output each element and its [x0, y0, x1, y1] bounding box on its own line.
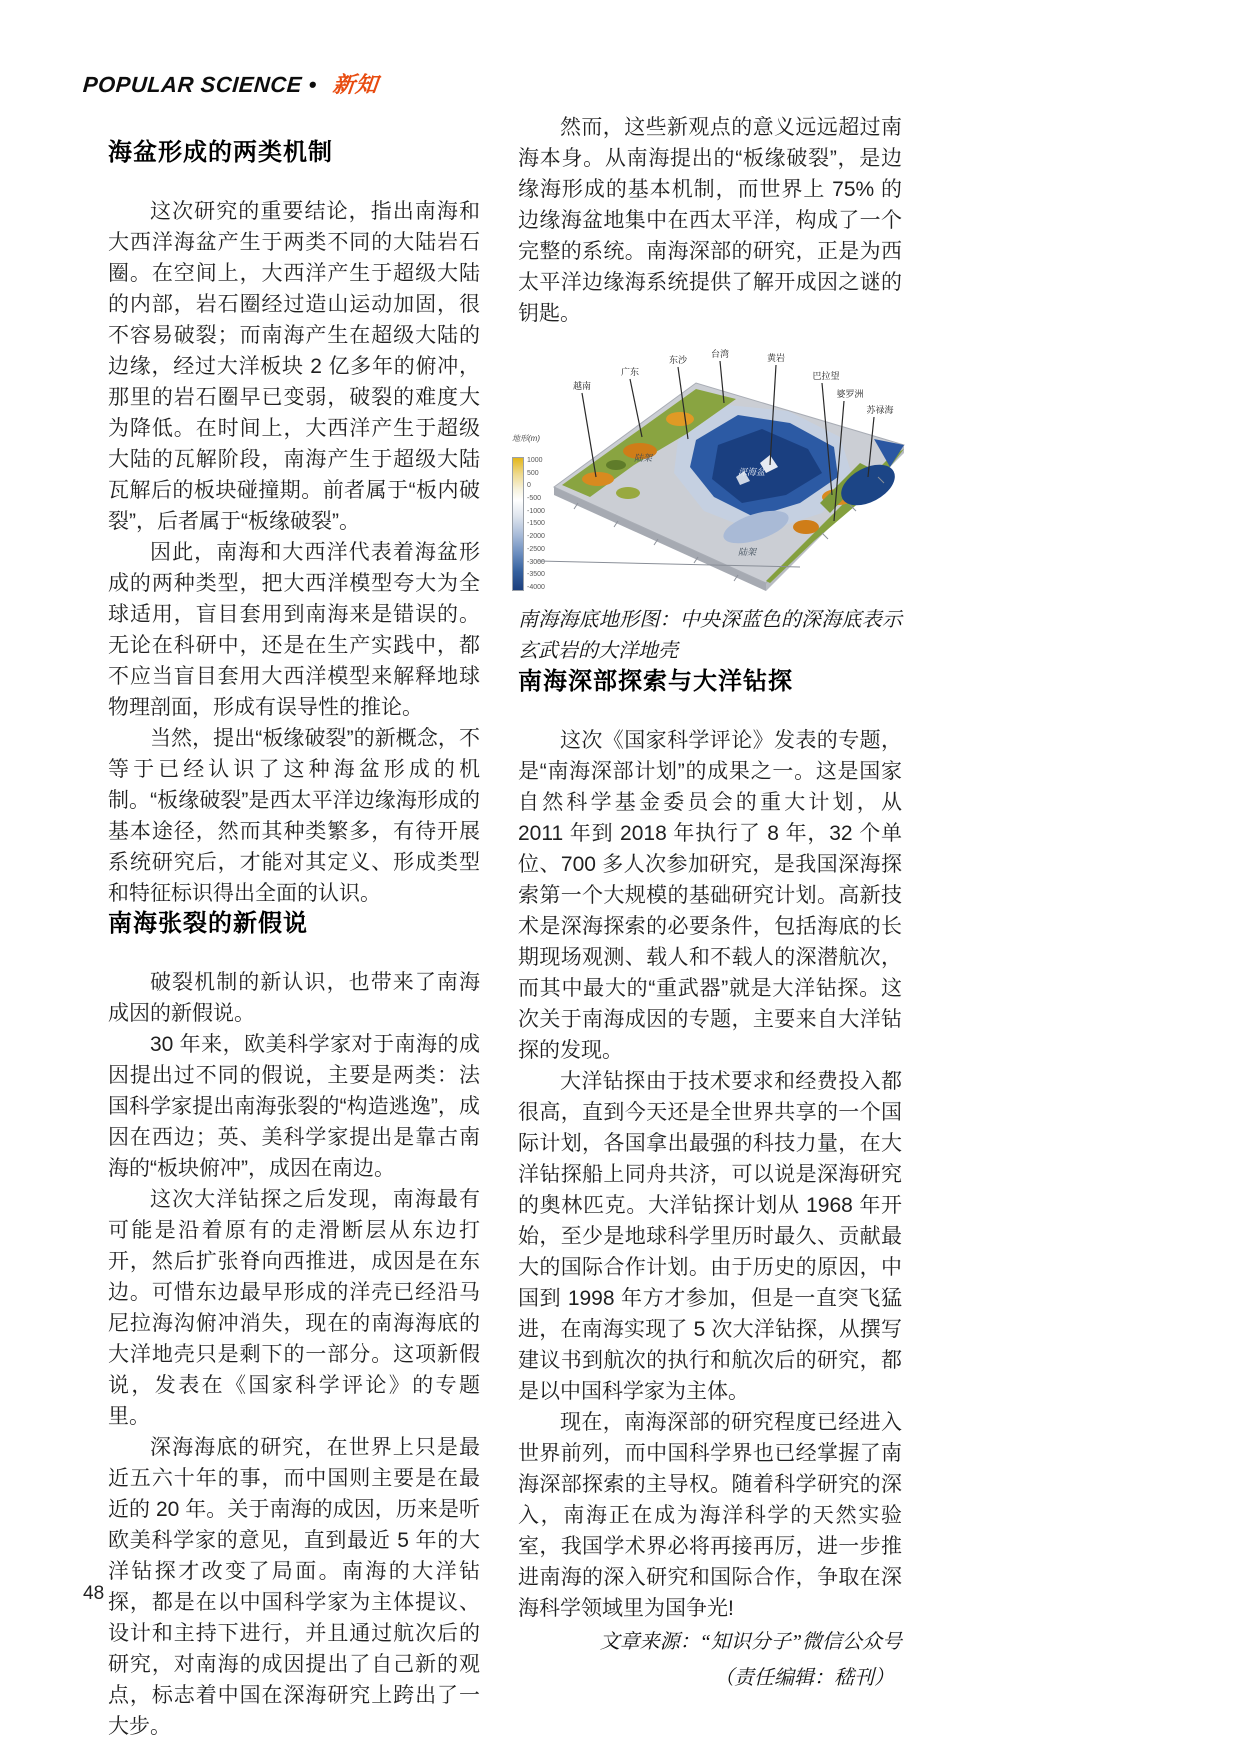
colorbar-tick: -500 — [527, 495, 542, 503]
seafloor-topography-figure — [512, 345, 912, 597]
place-label-dongsha: 东沙 — [668, 355, 688, 365]
paragraph: 破裂机制的新认识，也带来了南海成因的新假说。 — [108, 971, 480, 1025]
section-heading-new-hypothesis: 南海张裂的新假说 — [108, 910, 308, 937]
place-label-huangyan: 黄岩 — [766, 353, 786, 363]
paragraph: 30 年来，欧美科学家对于南海的成因提出过不同的假说，主要是两类：法国科学家提出南海张裂的“构造逃逸”，成因在西边；英、美科学家提出是靠古南海的“板块俯冲”，成因在南边。 — [108, 1033, 480, 1180]
place-label-taiwan: 台湾 — [710, 349, 730, 359]
section-heading-basin-mechanisms: 海盆形成的两类机制 — [108, 139, 333, 166]
right-column — [512, 112, 902, 1696]
colorbar-tick: -3500 — [527, 571, 545, 579]
colorbar-tick: -1000 — [527, 507, 545, 515]
colorbar-tick: -4000 — [527, 583, 545, 591]
colorbar-tick: -1500 — [527, 520, 545, 528]
magazine-header — [83, 68, 378, 99]
paragraph: 当然，提出“板缘破裂”的新概念，不等于已经认识了这种海盆形成的机制。“板缘破裂”是西太平洋边缘海形成的基本途径，然而其种类繁多，有待开展系统研究后，才能对其定义、形成类型和特征标识得出全面的认识。 — [108, 727, 480, 905]
place-label-vietnam: 越南 — [572, 381, 592, 391]
paragraph: 现在，南海深部的研究程度已经进入世界前列，而中国科学界也已经掌握了南海深部探索的主导权。随着科学研究的深入，南海正在成为海洋科学的天然实验室，我国学术界必将再接再厉，进一步推进南海的深入研究和国际合作，争取在深海科学领域里为国争光! — [518, 1411, 902, 1620]
left-column — [108, 138, 480, 1742]
responsible-editor-line: （责任编辑：嵇刊） — [714, 1667, 894, 1689]
colorbar-tick: -2500 — [527, 545, 545, 553]
paragraph: 深海海底的研究，在世界上只是最近五六十年的事，而中国则主要是在最近的 20 年。关于南海的成因，历来是听欧美科学家的意见，直到最近 5 年的大洋钻探才改变了局面。南海的大洋钻探，都是在以中国科学家为主体提议、设计和主持下进行，并且通过航次后的研究，对南海的成因提出了自己新的观点，标志着中国在深海研究上跨出了一大步。 — [108, 1436, 480, 1738]
colorbar-tick: 0 — [527, 482, 531, 490]
article-source-line: 文章来源：“知识分子”微信公众号 — [599, 1631, 902, 1653]
map-island-hainan — [616, 487, 640, 499]
paragraph: 然而，这些新观点的意义远远超过南海本身。从南海提出的“板缘破裂”，是边缘海形成的基本机制，而世界上 75% 的边缘海盆地集中在西太平洋，构成了一个完整的系统。南海深部的研究，正是为西太平洋边缘海系统提供了解开成因之谜的钥匙。 — [518, 116, 902, 325]
place-label-palawan: 巴拉望 — [812, 371, 840, 381]
magazine-brand: POPULAR SCIENCE • — [82, 72, 318, 97]
map-land-patch — [606, 460, 626, 470]
colorbar-gradient — [512, 457, 524, 591]
colorbar-tick: 1000 — [527, 457, 543, 464]
place-label-borneo: 婆罗洲 — [836, 389, 864, 399]
colorbar-tick: -3000 — [527, 558, 545, 566]
paragraph: 因此，南海和大西洋代表着海盆形成的两种类型，把大西洋模型夸大为全球适用，盲目套用到南海来是错误的。无论在科研中，还是在生产实践中，都不应当盲目套用大西洋模型来解释地球物理剖面，形成有误导性的推论。 — [108, 541, 480, 719]
figure-caption: 南海海底地形图：中央深蓝色的深海底表示玄武岩的大洋地壳 — [518, 609, 902, 662]
section-heading-deep-exploration: 南海深部探索与大洋钻探 — [518, 668, 793, 695]
area-label-deep-basin: 深海盆 — [738, 467, 766, 477]
magazine-section-tag: 新知 — [332, 72, 380, 97]
colorbar-label: 地形(m) — [512, 434, 540, 443]
colorbar-tick: 500 — [527, 469, 539, 477]
paragraph: 这次大洋钻探之后发现，南海最有可能是沿着原有的走滑断层从东边打开，然后扩张脊向西推进，成因是在东边。可惜东边最早形成的洋壳已经沿马尼拉海沟俯冲消失，现在的南海海底的大洋地壳只是剩下的一部分。这项新假说，发表在《国家科学评论》的专题里。 — [108, 1188, 480, 1428]
place-label-sulu-sea: 苏禄海 — [866, 405, 894, 415]
paragraph: 这次研究的重要结论，指出南海和大西洋海盆产生于两类不同的大陆岩石圈。在空间上，大西洋产生于超级大陆的内部，岩石圈经过造山运动加固，很不容易破裂；而南海产生在超级大陆的边缘，经过大洋板块 2 亿多年的俯冲，那里的岩石圈早已变弱，破裂的难度大为降低。在时间上，大西洋产生于超级大陆的瓦解阶段，南海产生于超级大陆瓦解后的板块碰撞期。前者属于“板内破裂”，后者属于“板缘破裂”。 — [108, 200, 480, 533]
place-label-guangdong: 广东 — [620, 367, 640, 377]
colorbar-tick: -2000 — [527, 533, 545, 541]
map-land-patch — [582, 472, 614, 486]
map-land-patch — [666, 412, 694, 426]
seafloor-map-svg — [538, 345, 913, 595]
page-number: 48 — [83, 1583, 105, 1604]
area-label-shelf-south: 陆架 — [738, 547, 757, 557]
area-label-shelf-north: 陆架 — [634, 453, 653, 463]
paragraph: 这次《国家科学评论》发表的专题，是“南海深部计划”的成果之一。这是国家自然科学基金委员会的重大计划，从 2011 年到 2018 年执行了 8 年，32 个单位、700 多人次参加研究，是我国深海探索第一个大规模的基础研究计划。高新技术是深海探索的必要条件，包括海底的长期现场观测、载人和不载人的深潜航次，而其中最大的“重武器”就是大洋钻探。这次关于南海成因的专题，主要来自大洋钻探的发现。 — [518, 729, 902, 1062]
paragraph: 大洋钻探由于技术要求和经费投入都很高，直到今天还是全世界共享的一个国际计划，各国拿出最强的科技力量，在大洋钻探船上同舟共济，可以说是深海研究的奥林匹克。大洋钻探计划从 1968 年开始，至少是地球科学里历时最久、贡献最大的国际合作计划。由于历史的原因，中国到 1998 年方才参加，但是一直突飞猛进，在南海实现了 5 次大洋钻探，从撰写建议书到航次的执行和航次后的研究，都是以中国科学家为主体。 — [518, 1070, 902, 1403]
map-land-patch — [793, 520, 819, 534]
